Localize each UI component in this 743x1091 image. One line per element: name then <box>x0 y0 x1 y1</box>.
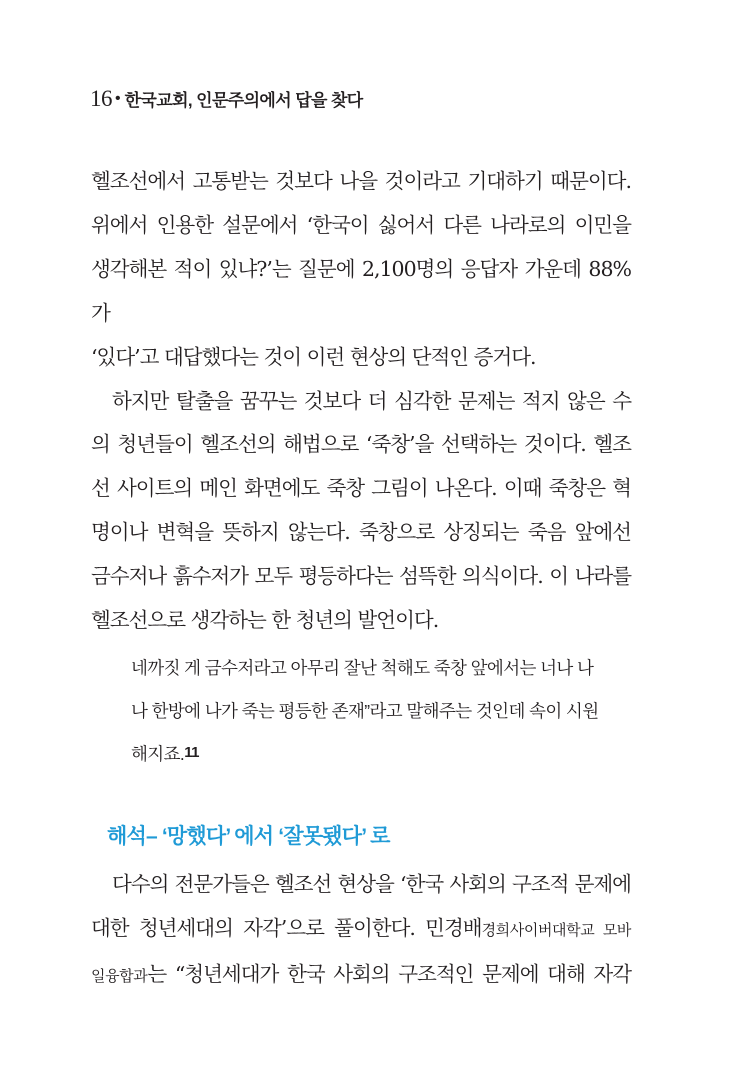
text-line: 선 사이트의 메인 화면에도 죽창 그림이 나온다. 이때 죽창은 혁 <box>91 476 631 501</box>
text-line-main: 는 “청년세대가 한국 사회의 구조적인 문제에 대해 자각 <box>147 961 631 986</box>
text-line: ‘있다’고 대답했다는 것이 이런 현상의 단적인 증거다. <box>91 344 536 369</box>
text-line: 위에서 인용한 설문에서 ‘한국이 싫어서 다른 나라로의 이민을 <box>91 212 631 237</box>
body-text-block <box>91 160 631 643</box>
section-heading: 해석– ‘망했다’ 에서 ‘잘못됐다’ 로 <box>107 825 390 848</box>
quote-line: 네까짓 게 금수저라고 아무리 잘난 척해도 죽창 앞에서는 너나 나 <box>131 658 594 678</box>
text-line: 생각해본 적이 있냐?’는 질문에 2,100명의 응답자 가운데 88%가 <box>91 256 631 325</box>
text-line: 명이나 변혁을 뜻하지 않는다. 죽창으로 상징되는 죽음 앞에선 <box>91 520 631 545</box>
paragraph-2 <box>91 380 631 643</box>
quote-line-last <box>131 733 631 777</box>
text-line: 의 청년들이 헬조선의 해법으로 ‘죽창’을 선택하는 것이다. 헬조 <box>91 432 631 457</box>
block-quote <box>131 647 631 777</box>
running-header <box>90 86 363 116</box>
quote-line: 나 한방에 나가 죽는 평등한 존재”라고 말해주는 것인데 속이 시원 <box>131 701 599 721</box>
paragraph-3 <box>91 863 631 999</box>
page-number: 16 <box>90 86 112 111</box>
book-title: 한국교회, 인문주의에서 답을 찾다 <box>124 91 363 110</box>
footnote-reference: 11 <box>184 744 199 761</box>
header-separator: • <box>115 90 121 107</box>
quote-line-text: 해지죠. <box>131 744 185 764</box>
paragraph-1 <box>91 160 631 380</box>
text-line: 헬조선으로 생각하는 한 청년의 발언이다. <box>91 608 439 633</box>
affiliation-note: 경희사이버대학교 모바 <box>481 921 631 939</box>
text-line: 헬조선에서 고통받는 것보다 나을 것이라고 기대하기 때문이다. <box>91 169 631 193</box>
text-line: 금수저나 흙수저가 모두 평등하다는 섬뜩한 의식이다. 이 나라를 <box>91 564 631 589</box>
text-line: 하지만 탈출을 꿈꾸는 것보다 더 심각한 문제는 적지 않은 수 <box>112 388 631 413</box>
text-line <box>91 953 631 999</box>
text-line: 다수의 전문가들은 헬조선 현상을 ‘한국 사회의 구조적 문제에 <box>112 872 631 896</box>
text-line-main: 대한 청년세대의 자각’으로 풀이한다. 민경배 <box>91 915 482 940</box>
affiliation-note-cont: 일융합과 <box>91 967 148 985</box>
text-line <box>91 907 631 953</box>
